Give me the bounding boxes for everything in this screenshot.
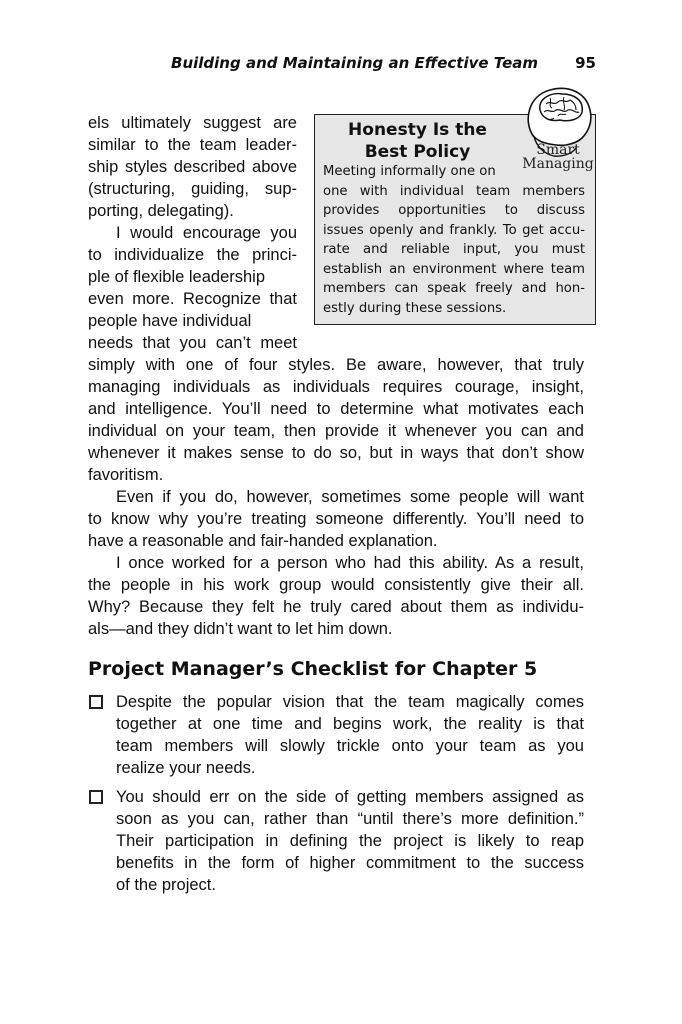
running-head: [88, 54, 596, 76]
body-text-line: ple of flexible leadership: [88, 268, 266, 286]
body-text-line: whenever it makes sense to do so, but in ways that don’t show: [88, 444, 584, 462]
sidebar-text-line: issues openly and frankly. To get accu-: [323, 222, 585, 238]
body-text-line: individual on your team, then provide it whenever you can and: [88, 422, 584, 440]
sidebar-text-line: estly during these sessions.: [323, 300, 507, 316]
running-title: Building and Maintaining an Effective Team: [171, 54, 538, 72]
body-text-line: managing individuals as individuals requires courage, insight,: [88, 378, 584, 396]
body-text-line: the people in his work group would consistently give their all.: [88, 576, 584, 594]
sidebar-text-line: one with individual team members: [323, 183, 585, 199]
checklist-item-line: benefits in the form of higher commitment to the success: [116, 854, 584, 872]
body-text-line: els ultimately suggest are: [88, 114, 297, 132]
checklist-item-line: team members will slowly trickle onto your team as you: [116, 737, 584, 755]
sidebar-title-line: Honesty Is the: [348, 120, 487, 140]
sidebar-text-line: members can speak freely and hon-: [323, 281, 585, 296]
checklist-item-line: You should err on the side of getting members assigned as: [116, 788, 584, 806]
checklist-item-line: together at one time and begins work, the reality is that: [116, 715, 584, 733]
sidebar-title-line: Best Policy: [364, 142, 471, 162]
body-text-line: I once worked for a person who had this ability. As a result,: [116, 554, 584, 572]
body-text-line: and intelligence. You’ll need to determine what motivates each: [88, 400, 584, 418]
body-text-line: favoritism.: [88, 466, 164, 484]
body-text-line: needs that you can’t meet: [88, 334, 297, 352]
body-text-line: ship styles described above: [88, 158, 297, 176]
body-text-line: (structuring, guiding, sup-: [88, 180, 297, 198]
body-text-line: als—and they didn’t want to let him down.: [88, 620, 393, 638]
smart-managing-label: Managing: [522, 156, 594, 172]
body-text-line: even more. Recognize that: [88, 290, 297, 308]
sidebar-text-line: Meeting informally one on: [323, 164, 496, 179]
checklist-item-line: Their participation in defining the project is likely to reap: [116, 832, 584, 850]
body-text-line: similar to the team leader-: [88, 136, 297, 154]
page-number: 95: [575, 54, 596, 72]
checklist-item-line: Despite the popular vision that the team magically comes: [116, 693, 584, 711]
smart-managing-label: Smart: [536, 142, 580, 158]
checklist-item-line: of the project.: [116, 876, 216, 894]
body-text-line: to individualize the princi-: [88, 246, 297, 264]
body-text-line: have a reasonable and fair-handed explanation.: [88, 532, 438, 550]
body-text-line: I would encourage you: [116, 224, 297, 242]
body-text-line: Even if you do, however, sometimes some people will want: [116, 488, 584, 506]
sidebar-text-line: rate and reliable input, you must: [323, 242, 585, 257]
checkbox-icon: [89, 790, 103, 804]
body-text-line: Why? Because they felt he truly cared about them as individu-: [88, 598, 584, 616]
checklist-item-line: realize your needs.: [116, 759, 256, 777]
checkbox-icon: [89, 695, 103, 709]
body-text-line: people have individual: [88, 312, 252, 330]
body-text-line: to know why you’re treating someone differently. You’ll need to: [88, 510, 584, 528]
checklist-heading: Project Manager’s Checklist for Chapter 5: [88, 658, 538, 680]
body-text-line: simply with one of four styles. Be aware, however, that truly: [88, 356, 584, 374]
body-text-line: porting, delegating).: [88, 202, 234, 220]
sidebar-text-line: establish an environment where team: [323, 261, 585, 277]
checklist-item-line: soon as you can, rather than “until there’s more definition.”: [116, 810, 584, 828]
sidebar-text-line: provides opportunities to discuss: [323, 203, 585, 218]
